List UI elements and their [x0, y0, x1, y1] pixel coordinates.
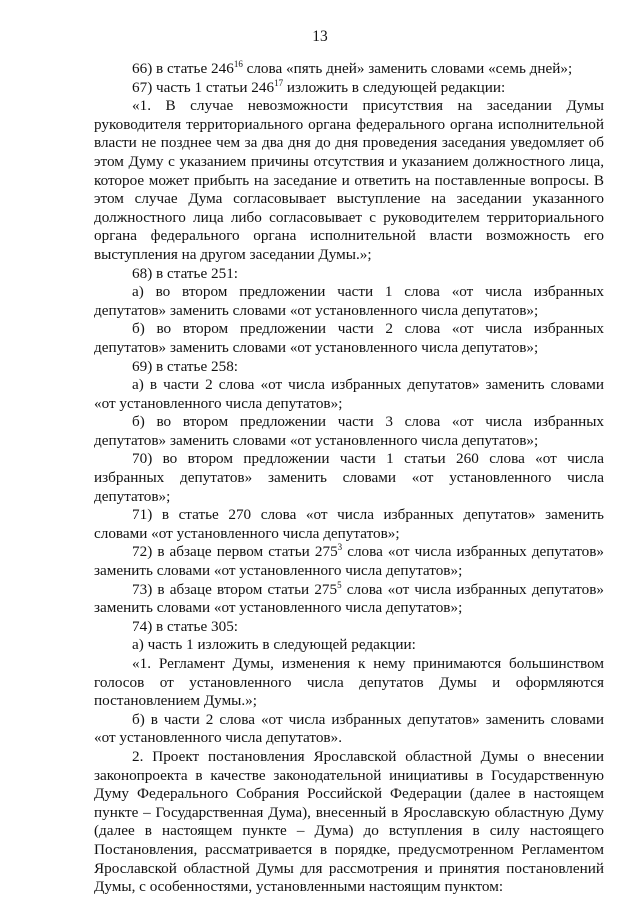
- paragraph: [94, 506, 604, 543]
- document-body: [94, 60, 604, 897]
- paragraph-text: а) во втором предложении части 1 слова «от числа избранных депутатов» заменить словами «от установленного числа депутатов»;: [94, 283, 604, 319]
- paragraph-text: слова «от числа избранных депутатов» заменить словами «от установленного числа депутатов»;: [94, 580, 604, 617]
- superscript-index: 17: [274, 77, 284, 88]
- paragraph: [94, 358, 604, 377]
- paragraph: [94, 60, 604, 79]
- paragraph: [94, 711, 604, 748]
- paragraph: [94, 581, 604, 618]
- paragraph-text: а) в части 2 слова «от числа избранных депутатов» заменить словами «от установленного числа депутатов»;: [94, 376, 604, 412]
- paragraph: [94, 450, 604, 506]
- paragraph: [94, 413, 604, 450]
- paragraph: [94, 618, 604, 637]
- paragraph: [94, 97, 604, 264]
- paragraph-text: б) в части 2 слова «от числа избранных депутатов» заменить словами «от установленного числа депутатов».: [94, 710, 604, 747]
- paragraph-text: 2. Проект постановления Ярославской областной Думы о внесении законопроекта в качестве законодательной инициативы в Государственную Думу Федерального Собрания Российской Федерации (далее в настоящем пункте – Государственная Дума), внесенный в Ярославскую областную Думу (далее в настоящем пункте – Дума) до вступления в силу настоящего Постановления, рассматривается в порядке, предусмотренном Регламентом Ярославской областной Думы для рассмотрения и принятия постановлений Думы, с особенностями, установленными настоящим пунктом:: [94, 747, 604, 896]
- page-number: 13: [312, 28, 328, 45]
- paragraph-text: 73) в абзаце втором статьи 275: [132, 580, 338, 598]
- superscript-index: 3: [337, 542, 343, 553]
- paragraph-text: 66) в статье 246: [132, 60, 234, 77]
- paragraph: [94, 748, 604, 897]
- paragraph-text: «1. В случае невозможности присутствия на заседании Думы руководителя территориального органа федерального органа исполнительной власти не позднее чем за два дня до дня проведения заседания уведомляет об этом Думу с указанием причины отсутствия и указанием должностного лица, которое может прибыть на заседание и ответить на поставленные вопросы. В этом случае Дума согласовывает выступление на заседании указанного должностного лица либо согласовывает с руководителем территориального органа федерального органа исполнительной власти возможность его выступления на другом заседании Думы.»;: [94, 97, 604, 263]
- paragraph-text: 67) часть 1 статьи 246: [132, 78, 275, 96]
- paragraph: [94, 320, 604, 357]
- paragraph-text: 72) в абзаце первом статьи 275: [132, 543, 338, 561]
- superscript-index: 5: [337, 579, 342, 590]
- paragraph: [94, 636, 604, 655]
- paragraph-text: 71) в статье 270 слова «от числа избранных депутатов» заменить словами «от установленного числа депутатов»;: [94, 506, 604, 542]
- superscript-index: 16: [233, 59, 243, 69]
- paragraph: [94, 283, 604, 320]
- paragraph-text: а) часть 1 изложить в следующей редакции:: [132, 636, 416, 654]
- paragraph-text: 74) в статье 305:: [132, 617, 239, 635]
- paragraph-text: 68) в статье 251:: [132, 264, 239, 282]
- paragraph-text: б) во втором предложении части 2 слова «от числа избранных депутатов» заменить словами «от установленного числа депутатов»;: [94, 320, 604, 356]
- paragraph-text: б) во втором предложении части 3 слова «от числа избранных депутатов» заменить словами «от установленного числа депутатов»;: [94, 413, 604, 449]
- paragraph-text: слова «от числа избранных депутатов» заменить словами «от установленного числа депутатов»;: [94, 543, 604, 580]
- paragraph: [94, 543, 604, 580]
- paragraph-text: «1. Регламент Думы, изменения к нему принимаются большинством голосов от установленного числа депутатов Думы и оформляются постановлением Думы.»;: [94, 655, 604, 710]
- paragraph-text: слова «пять дней» заменить словами «семь дней»;: [242, 60, 573, 77]
- paragraph-text: изложить в следующей редакции:: [283, 78, 506, 96]
- paragraph-text: 69) в статье 258:: [132, 357, 239, 375]
- paragraph: [94, 655, 604, 711]
- paragraph: [94, 376, 604, 413]
- paragraph-text: 70) во втором предложении части 1 статьи 260 слова «от числа избранных депутатов» заменить словами «от установленного числа депутатов»;: [94, 450, 604, 505]
- paragraph: [94, 79, 604, 98]
- paragraph: [94, 265, 604, 284]
